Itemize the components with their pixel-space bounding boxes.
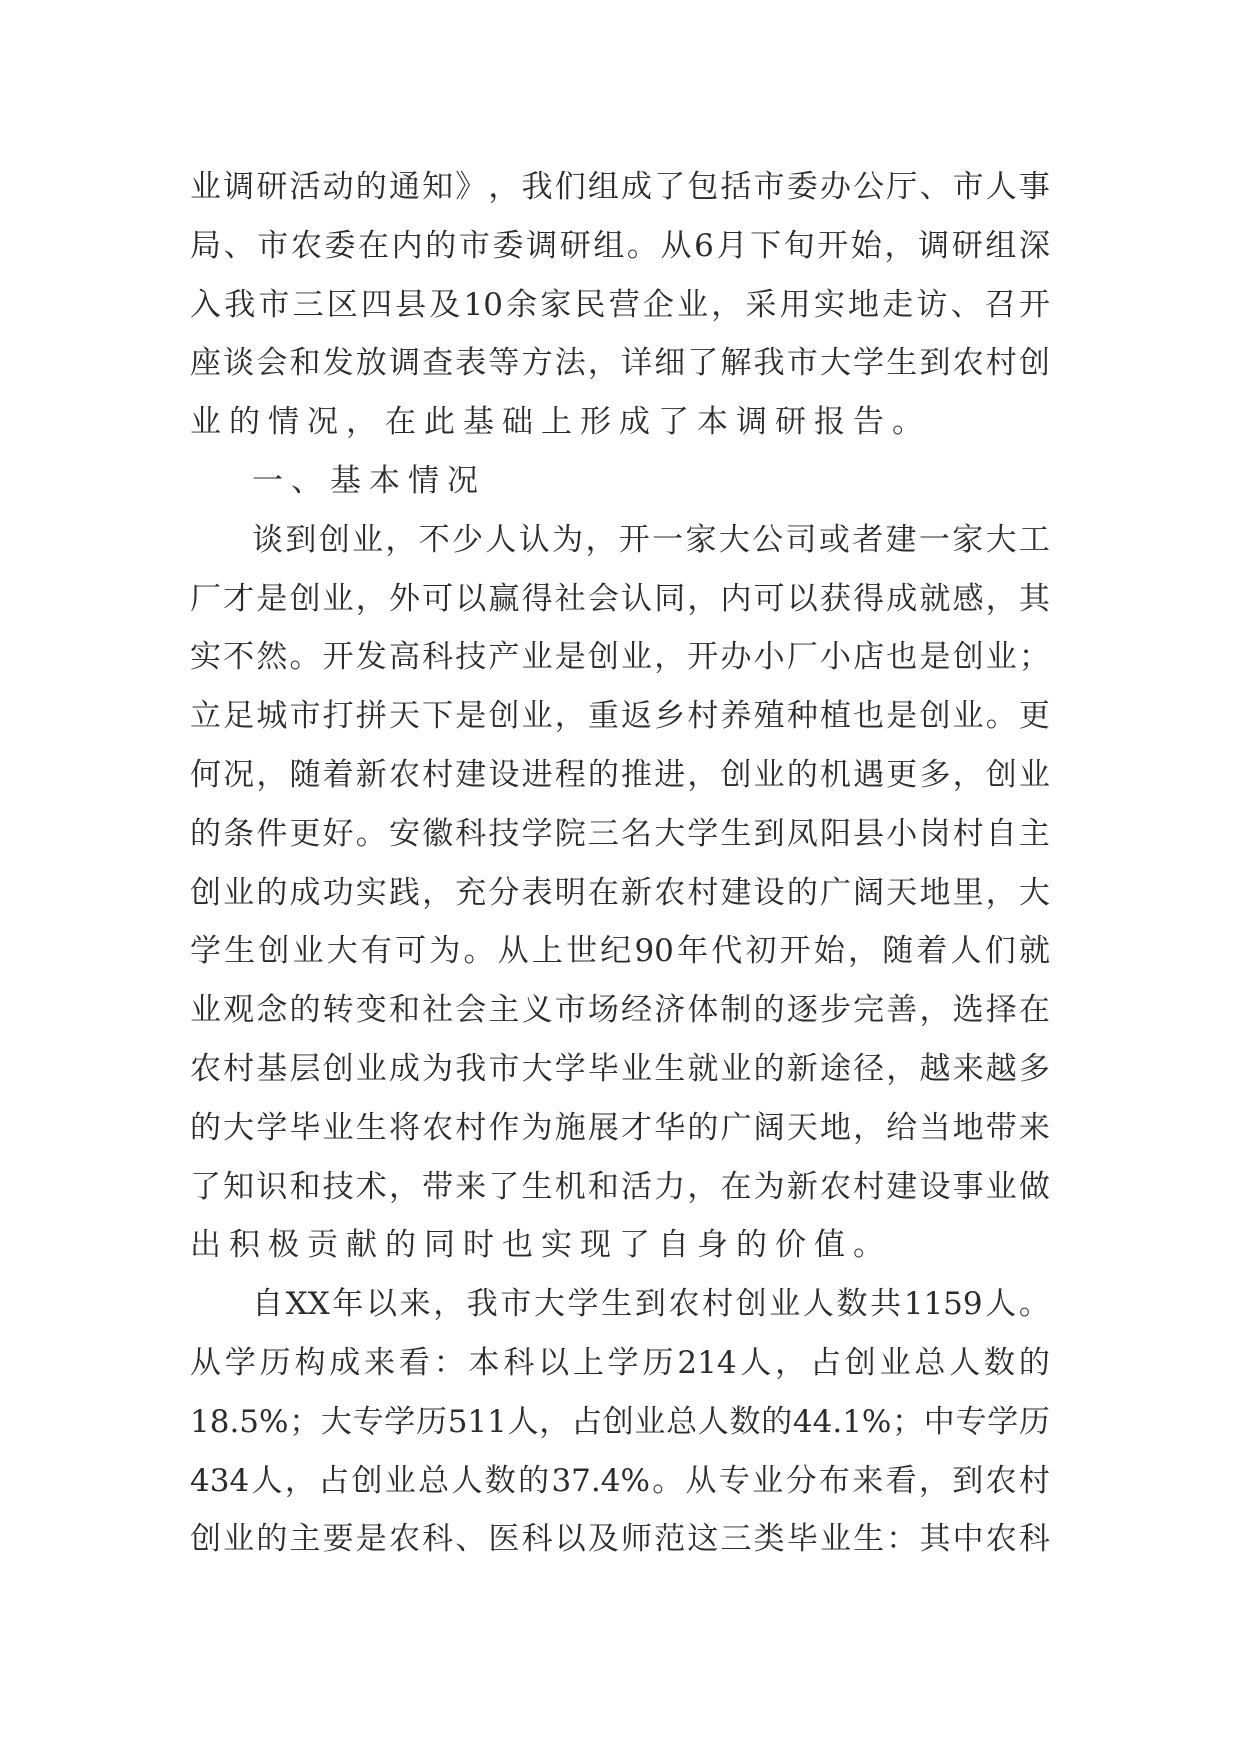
text-line: 创 业 的 主 要 是 农 科 、 医 科 以 及 师 范 这 三 类 毕 业 生 ： 其 中 农 科 — [190, 1521, 1050, 1558]
text-line: 的 大 学 毕 业 生 将 农 村 作 为 施 展 才 华 的 广 阔 天 地 ， 给 当 地 带 来 — [190, 1109, 1050, 1146]
text-line: 实 不 然 。 开 发 高 科 技 产 业 是 创 业 ， 开 办 小 厂 小 店 也 是 创 业 ； — [190, 639, 1050, 676]
document-body — [190, 158, 1050, 1569]
text-line: 谈 到 创 业 ， 不 少 人 认 为 ， 开 一 家 大 公 司 或 者 建 一 家 大 工 — [252, 521, 1050, 558]
section-heading: 一、基本情况 — [252, 462, 486, 499]
text-line: 了 知 识 和 技 术 ， 带 来 了 生 机 和 活 力 ， 在 为 新 农 村 建 设 事 业 做 — [190, 1168, 1050, 1205]
text-line: 立 足 城 市 打 拼 天 下 是 创 业 ， 重 返 乡 村 养 殖 种 植 也 是 创 业 。 更 — [190, 698, 1050, 735]
text-line: 何 况 ， 随 着 新 农 村 建 设 进 程 的 推 进 ， 创 业 的 机 遇 更 多 ， 创 业 — [190, 756, 1050, 793]
text-line: 的 条 件 更 好 。 安 徽 科 技 学 院 三 名 大 学 生 到 凤 阳 县 小 岗 村 自 主 — [190, 815, 1050, 852]
text-line: 434 人 ， 占 创 业 总 人 数 的 37.4% 。 从 专 业 分 布 来 看 ， 到 农 村 — [190, 1462, 1050, 1499]
text-line: 厂 才 是 创 业 ， 外 可 以 赢 得 社 会 认 同 ， 内 可 以 获 得 成 就 感 ， 其 — [190, 580, 1050, 617]
text-line: 自 XX 年 以 来 ， 我 市 大 学 生 到 农 村 创 业 人 数 共 1159 人 。 — [252, 1286, 1050, 1323]
text-line: 入 我 市 三 区 四 县 及 10 余 家 民 营 企 业 ， 采 用 实 地 走 访 、 召 开 — [190, 286, 1050, 323]
text-line: 业 调 研 活 动 的 通 知 》 ， 我 们 组 成 了 包 括 市 委 办 公 厅 、 市 人 事 — [190, 169, 1050, 205]
text-line: 业 观 念 的 转 变 和 社 会 主 义 市 场 经 济 体 制 的 逐 步 完 善 ， 选 择 在 — [190, 992, 1050, 1029]
text-line: 学 生 创 业 大 有 可 为 。 从 上 世 纪 90 年 代 初 开 始 ， 随 着 人 们 就 — [190, 933, 1050, 970]
text-line: 创 业 的 成 功 实 践 ， 充 分 表 明 在 新 农 村 建 设 的 广 阔 天 地 里 ， 大 — [190, 874, 1050, 911]
text-line: 局 、 市 农 委 在 内 的 市 委 调 研 组 。 从 6 月 下 旬 开 始 ， 调 研 组 深 — [190, 227, 1050, 264]
text-line: 座 谈 会 和 发 放 调 查 表 等 方 法 ， 详 细 了 解 我 市 大 学 生 到 农 村 创 — [190, 345, 1050, 382]
text-line: 18.5% ； 大 专 学 历 511 人 ， 占 创 业 总 人 数 的 44.1% ； 中 专 学 历 — [190, 1403, 1050, 1440]
text-line: 出积极贡献的同时也实现了自身的价值。 — [190, 1227, 892, 1264]
text-line: 从 学 历 构 成 来 看 ： 本 科 以 上 学 历 214 人 ， 占 创 业 总 人 数 的 — [190, 1344, 1050, 1381]
text-line: 业的情况，在此基础上形成了本调研报告。 — [190, 404, 931, 441]
text-line: 农 村 基 层 创 业 成 为 我 市 大 学 毕 业 生 就 业 的 新 途 径 ， 越 来 越 多 — [190, 1050, 1050, 1087]
